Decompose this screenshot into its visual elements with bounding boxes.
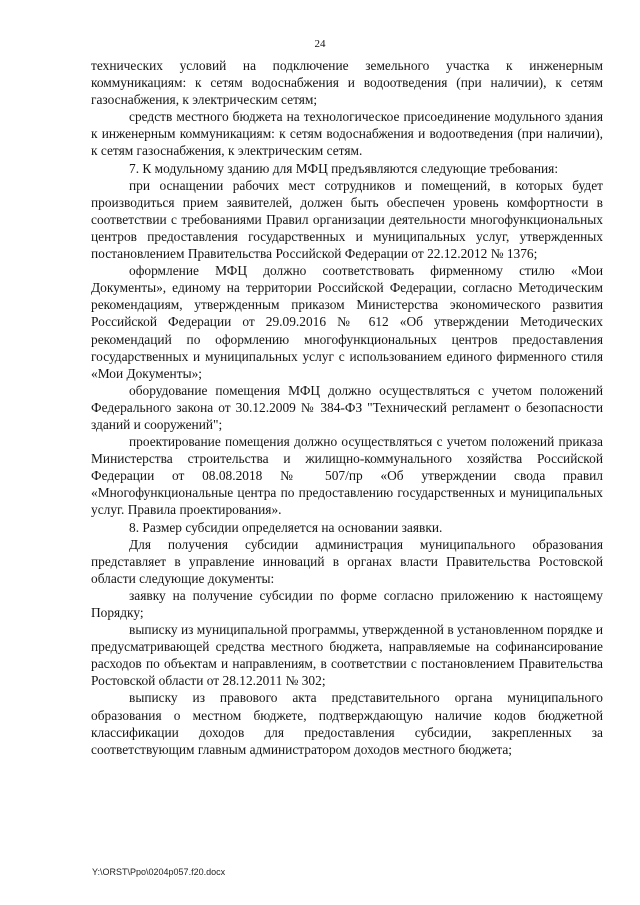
page-number: 24	[314, 38, 326, 50]
paragraph: заявку на получение субсидии по форме согласно приложению к настоящему Порядку;	[91, 587, 603, 620]
paragraph: оформление МФЦ должно соответствовать фирменному стилю «Мои Документы», единому на территории Российской Федерации, согласно Методическим рекомендациям, утвержденным приказом Министерства экономического развития Российской Федерации от 29.09.2016 № 612 «Об утверждении Методических рекомендаций по оформлению многофункциональных центров предоставления государственных и муниципальных услуг с использованием единого фирменного стиля «Мои Документы»;	[91, 263, 603, 381]
paragraph: 8. Размер субсидии определяется на основании заявки.	[129, 519, 443, 535]
paragraph: средств местного бюджета на технологическое присоединение модульного здания к инженерным коммуникациям: к сетям водоснабжения и водоотведения (при наличии), к сетям газоснабжения, к электрическим сетям.	[91, 109, 603, 159]
paragraph: при оснащении рабочих мест сотрудников и помещений, в которых будет производиться прием заявителей, должен быть обеспечен уровень комфортности в соответствии с требованиями Правил организации деятельности многофункциональных центров предоставления государственных и муниципальных услуг, утвержденных постановлением Правительства Российской Федерации от 22.12.2012 № 1376;	[91, 177, 603, 262]
paragraph: выписку из правового акта представительного органа муниципального образования о местном бюджете, подтверждающую наличие кодов бюджетной классификации доходов для предоставления субсидии, закрепленных за соответствующим главным администратором доходов местного бюджета;	[91, 690, 603, 757]
paragraph: Для получения субсидии администрация муниципального образования представляет в управление инноваций в органах власти Правительства Ростовской области следующие документы:	[91, 536, 603, 586]
paragraph: технических условий на подключение земельного участка к инженерным коммуникациям: к сетям водоснабжения и водоотведения (при наличии), к сетям газоснабжения, к электрическим сетям;	[91, 58, 603, 108]
file-path-footer: Y:\ORST\Ppo\0204p057.f20.docx	[92, 867, 226, 877]
paragraph: 7. К модульному зданию для МФЦ предъявляются следующие требования:	[129, 160, 559, 176]
paragraph: оборудование помещения МФЦ должно осуществляться с учетом положений Федерального закона от 30.12.2009 № 384-ФЗ "Технический регламент о безопасности зданий и сооружений";	[91, 382, 603, 432]
document-body	[91, 57, 603, 758]
paragraph: выписку из муниципальной программы, утвержденной в установленном порядке и предусматривающей средства местного бюджета, направляемые на софинансирование расходов по объектам и направлениям, в соответствии с постановлением Правительства Ростовской области от 28.12.2011 № 302;	[91, 622, 603, 689]
paragraph: проектирование помещения должно осуществляться с учетом положений приказа Министерства строительства и жилищно-коммунального хозяйства Российской Федерации от 08.08.2018 № 507/пр «Об утверждении свода правил «Многофункциональные центра по предоставлению государственных и муниципальных услуг. Правила проектирования».	[91, 434, 603, 518]
